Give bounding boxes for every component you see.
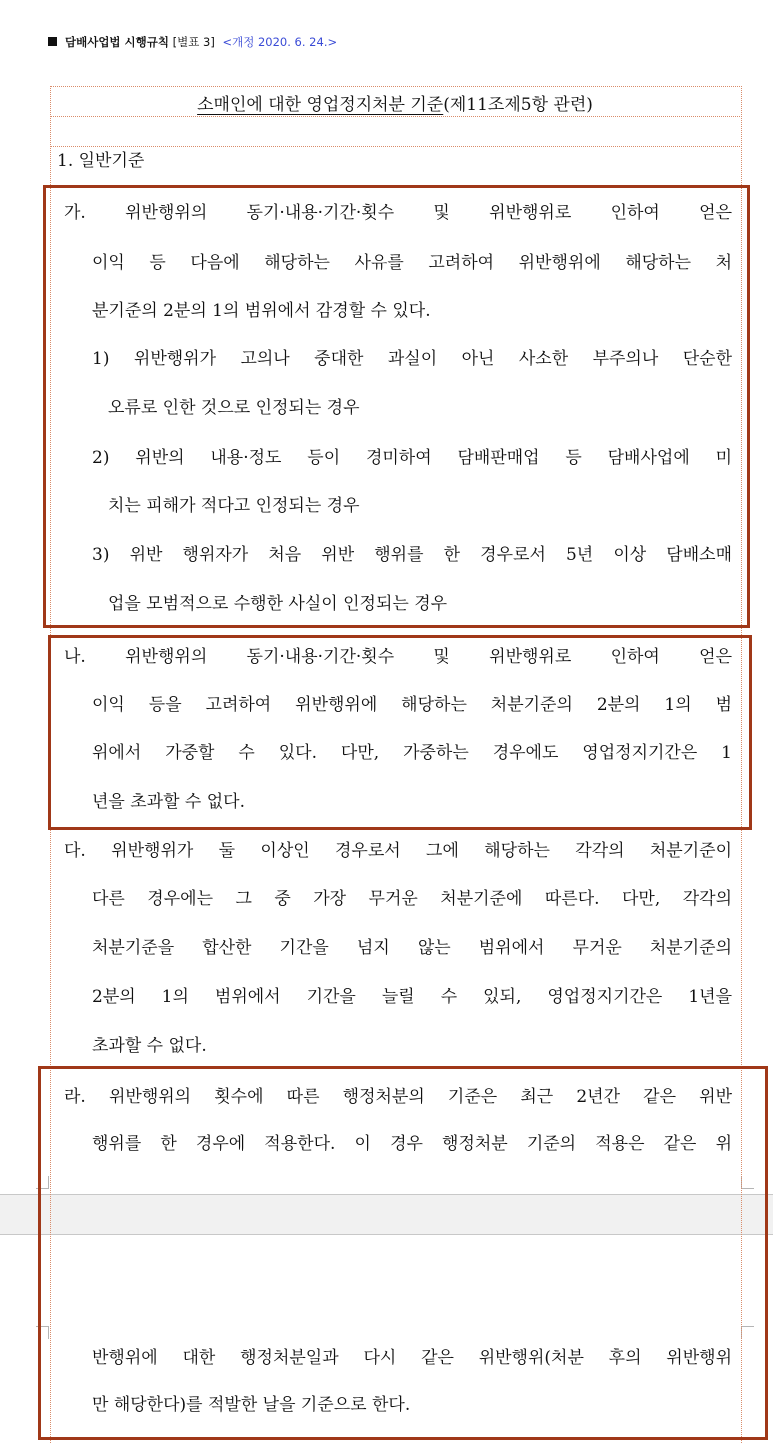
section-heading: 1. 일반기준 xyxy=(57,151,145,171)
para-ga-line: 분기준의 2분의 1의 범위에서 감경할 수 있다. xyxy=(92,301,431,321)
square-bullet-icon xyxy=(48,37,57,46)
table-title-main: 소매인에 대한 영업정지처분 기준 xyxy=(197,95,444,115)
table-rule xyxy=(50,146,740,147)
para-na-line: 이익 등을 고려하여 위반행위에 해당하는 처분기준의 2분의 1의 범 xyxy=(92,695,732,715)
para-na-line: 년을 초과할 수 없다. xyxy=(92,792,245,812)
para-da-line: 다른 경우에는 그 중 가장 무거운 처분기준에 따른다. 다만, 각각의 xyxy=(92,889,732,909)
para-ga-item-3: 3) 위반 행위자가 처음 위반 행위를 한 경우로서 5년 이상 담배소매 xyxy=(92,545,732,565)
para-ga-item-1-cont: 오류로 인한 것으로 인정되는 경우 xyxy=(108,398,360,418)
para-ra-line: 반행위에 대한 행정처분일과 다시 같은 위반행위(처분 후의 위반행위 xyxy=(92,1348,732,1368)
para-ga-item-3-cont: 업을 모범적으로 수행한 사실이 인정되는 경우 xyxy=(108,594,448,614)
para-ra-line: 행위를 한 경우에 적용한다. 이 경우 행정처분 기준의 적용은 같은 위 xyxy=(92,1134,732,1154)
para-ga-line: 가. 위반행위의 동기·내용·기간·횟수 및 위반행위로 인하여 얻은 xyxy=(64,203,732,223)
para-da-line: 2분의 1의 범위에서 기간을 늘릴 수 있되, 영업정지기간은 1년을 xyxy=(92,987,732,1007)
table-title-suffix: (제11조제5항 관련) xyxy=(443,95,593,115)
attachment-label: [별표 3] xyxy=(172,35,215,49)
para-na-line: 위에서 가중할 수 있다. 다만, 가중하는 경우에도 영업정지기간은 1 xyxy=(92,743,732,763)
law-name: 담배사업법 시행규칙 xyxy=(65,35,169,49)
para-ga-item-1: 1) 위반행위가 고의나 중대한 과실이 아닌 사소한 부주의나 단순한 xyxy=(92,349,732,369)
highlight-box-na xyxy=(48,635,752,830)
para-da-line: 초과할 수 없다. xyxy=(92,1036,207,1056)
table-rule xyxy=(50,86,740,87)
para-na-line: 나. 위반행위의 동기·내용·기간·횟수 및 위반행위로 인하여 얻은 xyxy=(64,647,732,667)
para-ra-line: 라. 위반행위의 횟수에 따른 행정처분의 기준은 최근 2년간 같은 위반 xyxy=(64,1087,732,1107)
para-da-line: 처분기준을 합산한 기간을 넘지 않는 범위에서 무거운 처분기준의 xyxy=(92,938,732,958)
highlight-box-ga xyxy=(43,185,750,628)
table-rule xyxy=(50,116,740,117)
para-ga-item-2: 2) 위반의 내용·정도 등이 경미하여 담배판매업 등 담배사업에 미 xyxy=(92,448,732,468)
table-title xyxy=(50,90,740,115)
document-header xyxy=(48,34,337,50)
para-da-line: 다. 위반행위가 둘 이상인 경우로서 그에 해당하는 각각의 처분기준이 xyxy=(64,841,732,861)
para-ra-line: 만 해당한다)를 적발한 날을 기준으로 한다. xyxy=(92,1395,411,1415)
para-ga-item-2-cont: 치는 피해가 적다고 인정되는 경우 xyxy=(108,496,360,516)
para-ga-line: 이익 등 다음에 해당하는 사유를 고려하여 위반행위에 해당하는 처 xyxy=(92,253,732,273)
highlight-box-ra xyxy=(38,1066,768,1440)
revision-date: <개정 2020. 6. 24.> xyxy=(222,35,338,49)
